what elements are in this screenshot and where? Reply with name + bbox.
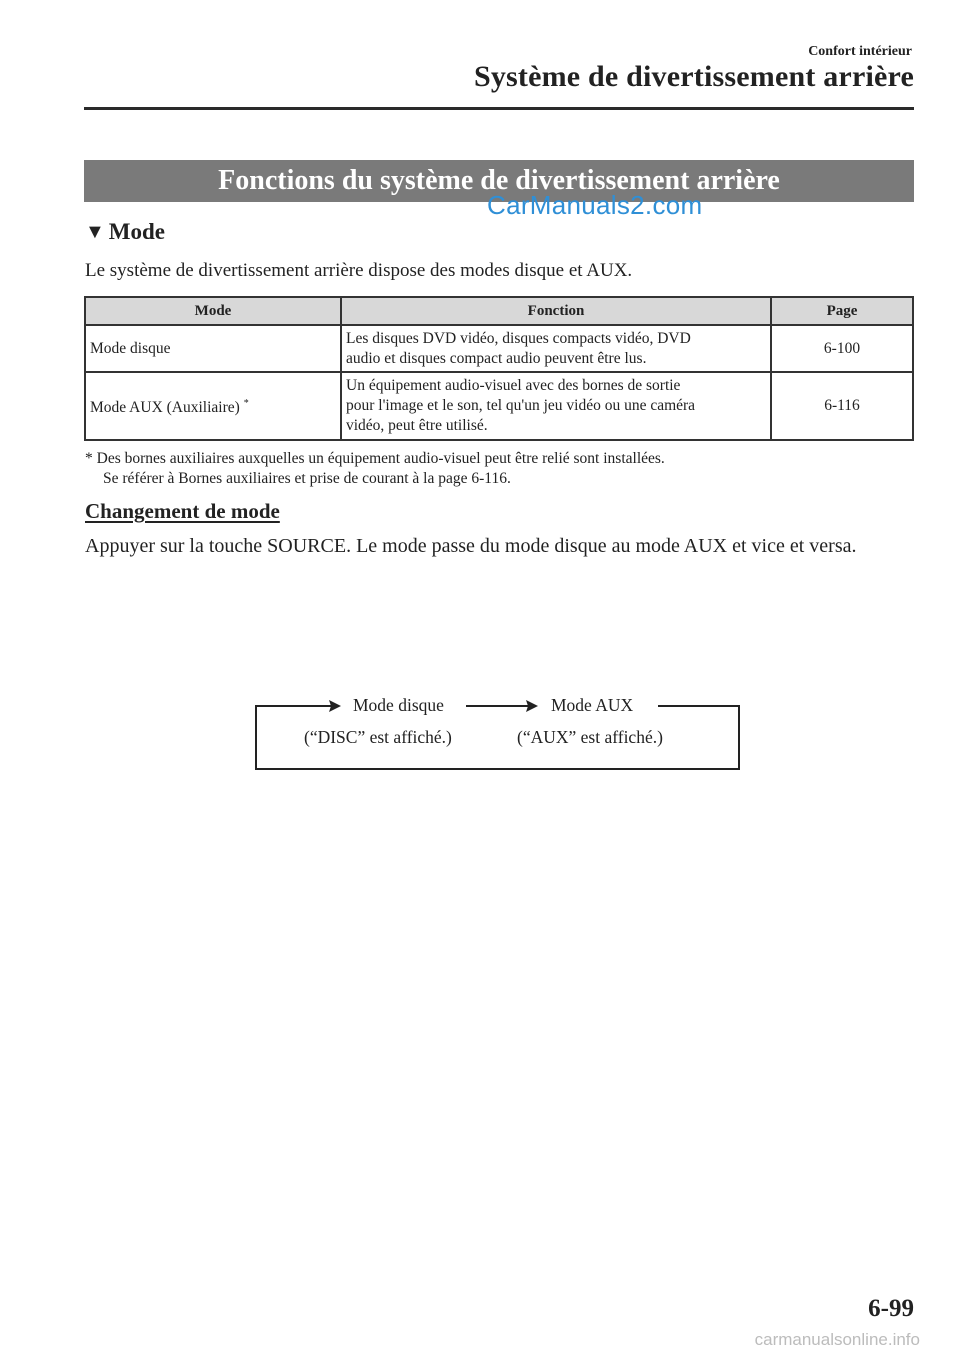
header-function: Fonction bbox=[341, 297, 771, 325]
footer-watermark: carmanualsonline.info bbox=[754, 1330, 920, 1349]
change-mode-text: Appuyer sur la touche SOURCE. Le mode passe du mode disque au mode AUX et vice et versa. bbox=[85, 535, 857, 557]
cell-page: 6-100 bbox=[771, 325, 913, 372]
function-line: audio et disques compact audio peuvent être lus. bbox=[346, 349, 647, 367]
mode-text: Mode disque bbox=[90, 339, 171, 357]
cell-page: 6-116 bbox=[771, 372, 913, 440]
mode-text: Mode AUX (Auxiliaire) bbox=[90, 399, 244, 417]
diagram-disc-note: (“DISC” est affiché.) bbox=[304, 727, 452, 747]
header-page: Page bbox=[771, 297, 913, 325]
function-line: Un équipement audio-visuel avec des bornes de sortie bbox=[346, 377, 681, 394]
intro-text: Le système de divertissement arrière dispose des modes disque et AUX. bbox=[85, 260, 633, 281]
function-line: Les disques DVD vidéo, disques compacts vidéo, DVD bbox=[346, 329, 691, 347]
header-subtitle: Confort intérieur bbox=[808, 44, 912, 59]
header-mode: Mode bbox=[85, 297, 341, 325]
header-title: Système de divertissement arrière bbox=[473, 60, 914, 93]
footnote-line-2: Se référer à Bornes auxiliaires et prise de courant à la page 6-116. bbox=[103, 470, 511, 487]
section-heading-text: Mode bbox=[108, 219, 166, 244]
function-line: pour l'image et le son, tel qu'un jeu vidéo ou une caméra bbox=[346, 397, 696, 414]
footnote-mark: * bbox=[243, 397, 249, 409]
diagram-disc-label: Mode disque bbox=[353, 695, 444, 715]
diagram-aux-note: (“AUX” est affiché.) bbox=[517, 727, 663, 747]
function-line: vidéo, peut être utilisé. bbox=[346, 417, 488, 434]
section-banner: Fonctions du système de divertissement arrière bbox=[84, 160, 914, 202]
watermark-top: CarManuals2.com bbox=[487, 190, 703, 220]
diagram-aux-label: Mode AUX bbox=[551, 695, 634, 715]
triangle-down-icon: ▼ bbox=[85, 220, 105, 243]
page-number: 6-99 bbox=[868, 1295, 914, 1322]
change-mode-heading: Changement de mode bbox=[85, 499, 280, 523]
footnote-line-1: * Des bornes auxiliaires auxquelles un équipement audio-visuel peut être relié sont installées. bbox=[85, 450, 665, 467]
